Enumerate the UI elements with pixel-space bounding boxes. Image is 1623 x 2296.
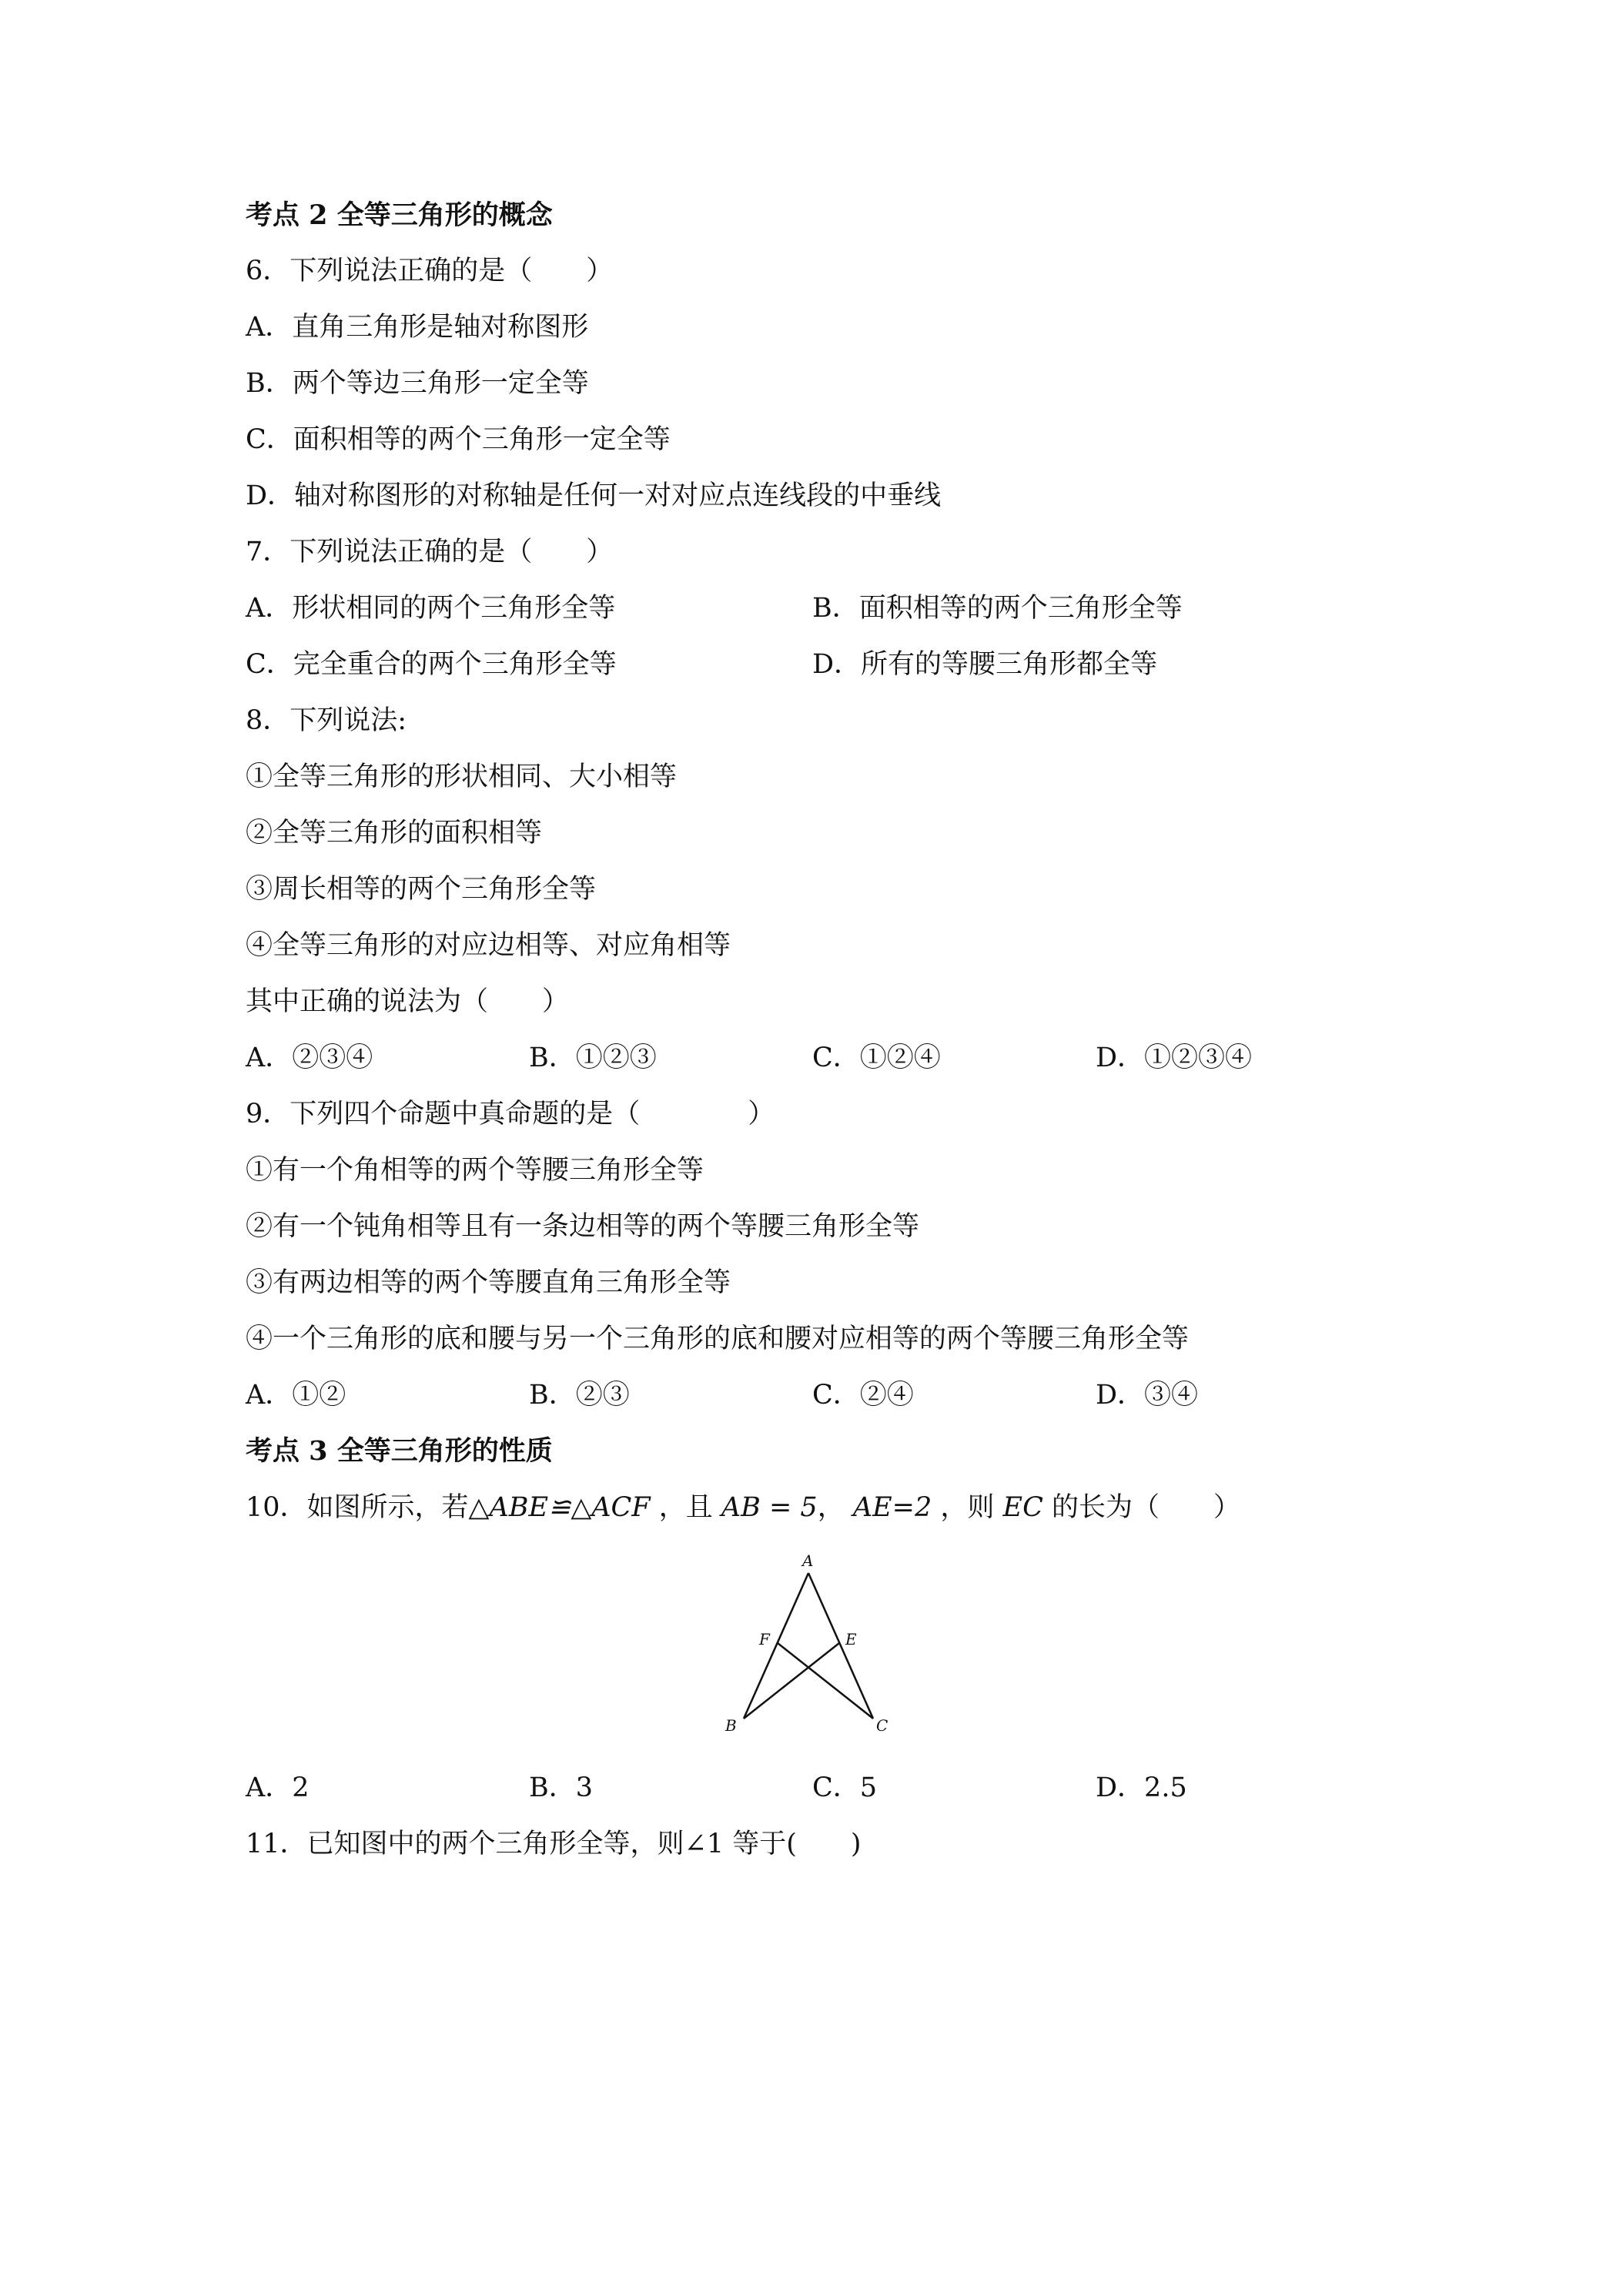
ae-expression: AE=2 [852, 1492, 932, 1523]
question-7-stem: 7．下列说法正确的是（ ） [246, 537, 614, 567]
ab-expression: AB = 5 [721, 1492, 818, 1523]
question-9-item-1: ①有一个角相等的两个等腰三角形全等 [246, 1155, 704, 1186]
question-7-option-a: A．形状相同的两个三角形全等 [246, 593, 616, 624]
question-11-stem: 11．已知图中的两个三角形全等，则∠1 等于( ) [246, 1829, 862, 1859]
label-f: F [759, 1630, 770, 1648]
question-9-stem: 9．下列四个命题中真命题的是（ ） [246, 1099, 775, 1130]
question-10-suffix: 的长为（ ） [1042, 1492, 1241, 1523]
label-b: B [725, 1716, 737, 1735]
section-heading-2: 考点 2 全等三角形的概念 [246, 199, 553, 231]
question-9-option-a: A．①② [246, 1380, 346, 1411]
question-7-option-d: D．所有的等腰三角形都全等 [812, 649, 1158, 680]
question-8-item-4: ④全等三角形的对应边相等、对应角相等 [246, 930, 731, 961]
segment-ac [808, 1573, 873, 1719]
question-8-stem: 8．下列说法: [246, 705, 407, 736]
question-8-ask: 其中正确的说法为（ ） [246, 986, 570, 1017]
question-6-option-b: B．两个等边三角形一定全等 [246, 368, 589, 399]
question-10-stem [246, 1491, 1240, 1525]
question-8-item-2: ②全等三角形的面积相等 [246, 818, 543, 848]
question-8-option-a: A．②③④ [246, 1043, 373, 1073]
question-9-option-d: D．③④ [1096, 1380, 1199, 1411]
question-8-option-b: B．①②③ [529, 1043, 657, 1073]
question-10-option-d: D．2.5 [1096, 1772, 1187, 1803]
question-10-option-c: C．5 [812, 1772, 878, 1803]
question-9-item-4: ④一个三角形的底和腰与另一个三角形的底和腰对应相等的两个等腰三角形全等 [246, 1324, 1190, 1354]
question-10-text-2: ， [817, 1492, 853, 1523]
question-6-option-a: A．直角三角形是轴对称图形 [246, 312, 589, 343]
section-heading-3: 考点 3 全等三角形的性质 [246, 1435, 553, 1467]
label-a: A [802, 1551, 814, 1570]
congruence-expression: △ABE≌△ACF [468, 1492, 651, 1523]
triangle-figure [708, 1546, 909, 1739]
question-9-option-b: B．②③ [529, 1380, 630, 1411]
question-8-option-d: D．①②③④ [1096, 1043, 1253, 1073]
question-9-item-3: ③有两边相等的两个等腰直角三角形全等 [246, 1267, 731, 1298]
question-8-item-3: ③周长相等的两个三角形全等 [246, 874, 597, 905]
ec-expression: EC [1002, 1492, 1043, 1523]
question-9-option-c: C．②④ [812, 1380, 914, 1411]
question-10-text-1: ，且 [650, 1492, 721, 1523]
question-10-text-3: ，则 [932, 1492, 1003, 1523]
question-9-item-2: ②有一个钝角相等且有一条边相等的两个等腰三角形全等 [246, 1211, 920, 1242]
question-7-option-c: C．完全重合的两个三角形全等 [246, 649, 617, 680]
question-6-stem: 6．下列说法正确的是（ ） [246, 256, 614, 286]
question-6-option-d: D．轴对称图形的对称轴是任何一对对应点连线段的中垂线 [246, 480, 942, 511]
segment-ab [744, 1573, 808, 1719]
question-6-option-c: C．面积相等的两个三角形一定全等 [246, 424, 671, 455]
label-c: C [876, 1716, 888, 1735]
question-7-option-b: B．面积相等的两个三角形全等 [812, 593, 1183, 624]
question-8-item-1: ①全等三角形的形状相同、大小相等 [246, 761, 678, 792]
question-10-option-a: A．2 [246, 1772, 310, 1803]
question-10-prefix: 10．如图所示，若 [246, 1492, 469, 1523]
question-8-option-c: C．①②④ [812, 1043, 941, 1073]
question-10-option-b: B．3 [529, 1772, 593, 1803]
label-e: E [845, 1630, 857, 1648]
